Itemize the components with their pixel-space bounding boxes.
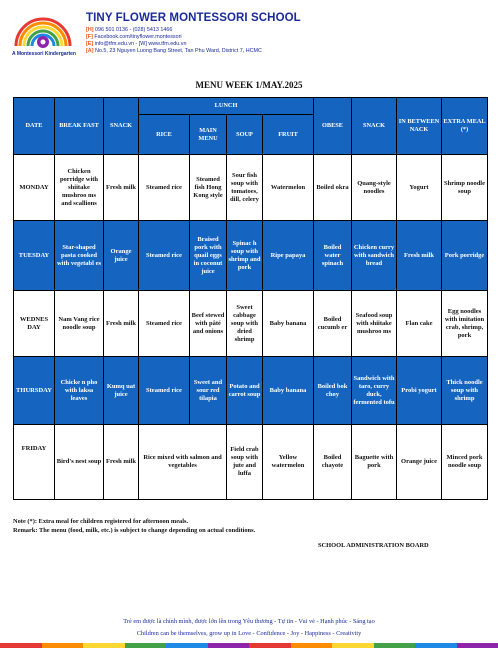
fruit-cell: Baby banana: [263, 291, 314, 357]
snack2-cell: Quang-style noodles: [352, 155, 397, 221]
header-soup: SOUP: [227, 115, 263, 155]
day-cell: THURSDAY: [14, 357, 55, 425]
contact-key: [A]: [86, 48, 94, 55]
obese-cell: Boiled water spinach: [314, 221, 352, 291]
contact-key: [E]: [86, 41, 94, 48]
snack-cell: Fresh milk: [104, 155, 139, 221]
snack-cell: Fresh milk: [104, 425, 139, 500]
contact-key: [F]: [86, 34, 93, 41]
rice-cell: Steamed rice: [139, 155, 190, 221]
rainbow-stripe: [0, 643, 498, 648]
extra-cell: Thick noodle soup with shrimp: [442, 357, 488, 425]
administration-board: SCHOOL ADMINISTRATION BOARD: [318, 542, 429, 549]
between-cell: Fresh milk: [397, 221, 442, 291]
extra-cell: Egg noodles with imitation crab, shrimp, pork: [442, 291, 488, 357]
day-cell: FRIDAY: [14, 425, 55, 500]
rice-cell: Steamed rice: [139, 357, 190, 425]
extra-cell: Pork porridge: [442, 221, 488, 291]
note-remark: Remark: The menu (food, milk, etc.) is subject to change depending on actual conditions.: [13, 527, 256, 534]
rice-cell: Steamed rice: [139, 221, 190, 291]
table-row: [14, 357, 488, 425]
breakfast-cell: Star-shaped pasta cooked with vegetabl es: [55, 221, 104, 291]
snack2-cell: Sandwich with taro, curry duck, fermented tofu: [352, 357, 397, 425]
snack2-cell: Chicken curry with sandwich bread: [352, 221, 397, 291]
contact-facebook: [86, 34, 262, 41]
header-date: DATE: [14, 98, 55, 155]
contact-address: [86, 48, 262, 55]
soup-cell: Sweet cabbage soup with dried shrimp: [227, 291, 263, 357]
fruit-cell: Yellow watermelon: [263, 425, 314, 500]
between-cell: Orange juice: [397, 425, 442, 500]
extra-cell: Shrimp noodle soup: [442, 155, 488, 221]
snack-cell: Kumq uat juice: [104, 357, 139, 425]
contact-text: 096 501 0136 - (028) 5413 1466: [94, 27, 173, 33]
snack-cell: Orange juice: [104, 221, 139, 291]
table-row: [14, 425, 488, 500]
header-extra: EXTRA MEAL (*): [442, 98, 488, 155]
breakfast-cell: Chicke n pho with laksa leaves: [55, 357, 104, 425]
header-breakfast: BREAK FAST: [55, 98, 104, 155]
table-row: [14, 155, 488, 221]
table-row: [14, 291, 488, 357]
header-obese: OBESE: [314, 98, 352, 155]
soup-cell: Potato and carrot soup: [227, 357, 263, 425]
main-cell: Braised pork with quail eggs in coconut juice: [190, 221, 227, 291]
obese-cell: Boiled cucumb er: [314, 291, 352, 357]
day-cell: TUESDAY: [14, 221, 55, 291]
contact-text: No.5, 23 Nguyen Luong Bang Street, Tan Phu Ward, District 7, HCMC: [94, 48, 262, 55]
snack-cell: Fresh milk: [104, 291, 139, 357]
obese-cell: Boiled bok choy: [314, 357, 352, 425]
snack2-cell: Baguette with pork: [352, 425, 397, 500]
obese-cell: Boiled okra: [314, 155, 352, 221]
note-extra-meal: Note (*): Extra meal for children registered for afternoon meals.: [13, 518, 189, 525]
main-cell: Beef stewed with pâté and onions: [190, 291, 227, 357]
snack2-cell: Seafood soup with shiitake mushroo ms: [352, 291, 397, 357]
notes-block: [13, 517, 255, 535]
fruit-cell: Baby banana: [263, 357, 314, 425]
main-cell: Sweet and sour red tilapia: [190, 357, 227, 425]
school-name: TINY FLOWER MONTESSORI SCHOOL: [86, 12, 301, 24]
fruit-cell: Ripe papaya: [263, 221, 314, 291]
header-rice: RICE: [139, 115, 190, 155]
contact-text: info@tfm.edu.vn - [W] www.tfm.edu.vn: [94, 41, 187, 48]
table-row: [14, 221, 488, 291]
header-main: MAIN MENU: [190, 115, 227, 155]
footer-slogan-vi: Trẻ em được là chính mình, được lớn lên trong Yêu thương - Tự tin - Vui vẻ - Hạnh phúc - Sáng tạo: [123, 618, 375, 625]
contact-text: Facebook.com/tinyflower.montessori: [94, 34, 182, 41]
breakfast-cell: Bird's nest soup: [55, 425, 104, 500]
rice-main-cell: Rice mixed with salmon and vegetables: [139, 425, 227, 500]
main-cell: Steamed fish Hong Kong style: [190, 155, 227, 221]
header-snack: SNACK: [104, 98, 139, 155]
rice-cell: Steamed rice: [139, 291, 190, 357]
school-logo: [8, 6, 78, 54]
day-cell: MONDAY: [14, 155, 55, 221]
between-cell: Yogurt: [397, 155, 442, 221]
logo-subtitle: A Montessori Kindergarten: [12, 51, 76, 57]
soup-cell: Sour fish soup with tomatoes, dill, celery: [227, 155, 263, 221]
header-fruit: FRUIT: [263, 115, 314, 155]
menu-title: MENU WEEK 1/MAY.2025: [195, 80, 303, 90]
header-lunch: LUNCH: [139, 98, 314, 115]
footer-slogan-en: Children can be themselves, grow up in Love - Confidence - Joy - Happiness - Creativity: [136, 630, 362, 637]
contact-key: [H]: [86, 27, 94, 33]
soup-cell: Field crab soup with jute and luffa: [227, 425, 263, 500]
soup-cell: Spinac h soup with shrimp and pork: [227, 221, 263, 291]
obese-cell: Boiled chayote: [314, 425, 352, 500]
header-snack2: SNACK: [352, 98, 397, 155]
contact-phone: [86, 27, 262, 34]
contact-block: [86, 27, 262, 55]
header-between: IN BETWEEN NACK: [397, 98, 442, 155]
contact-email-web: [86, 41, 262, 48]
day-cell: WEDNES DAY: [14, 291, 55, 357]
between-cell: Flan cake: [397, 291, 442, 357]
between-cell: Probi yogurt: [397, 357, 442, 425]
fruit-cell: Watermelon: [263, 155, 314, 221]
menu-table: [13, 97, 488, 500]
extra-cell: Minced pork noodle soup: [442, 425, 488, 500]
breakfast-cell: Chicken porridge with shiitake mushroo ms and scallions: [55, 155, 104, 221]
breakfast-cell: Nam Vang rice noodle soup: [55, 291, 104, 357]
